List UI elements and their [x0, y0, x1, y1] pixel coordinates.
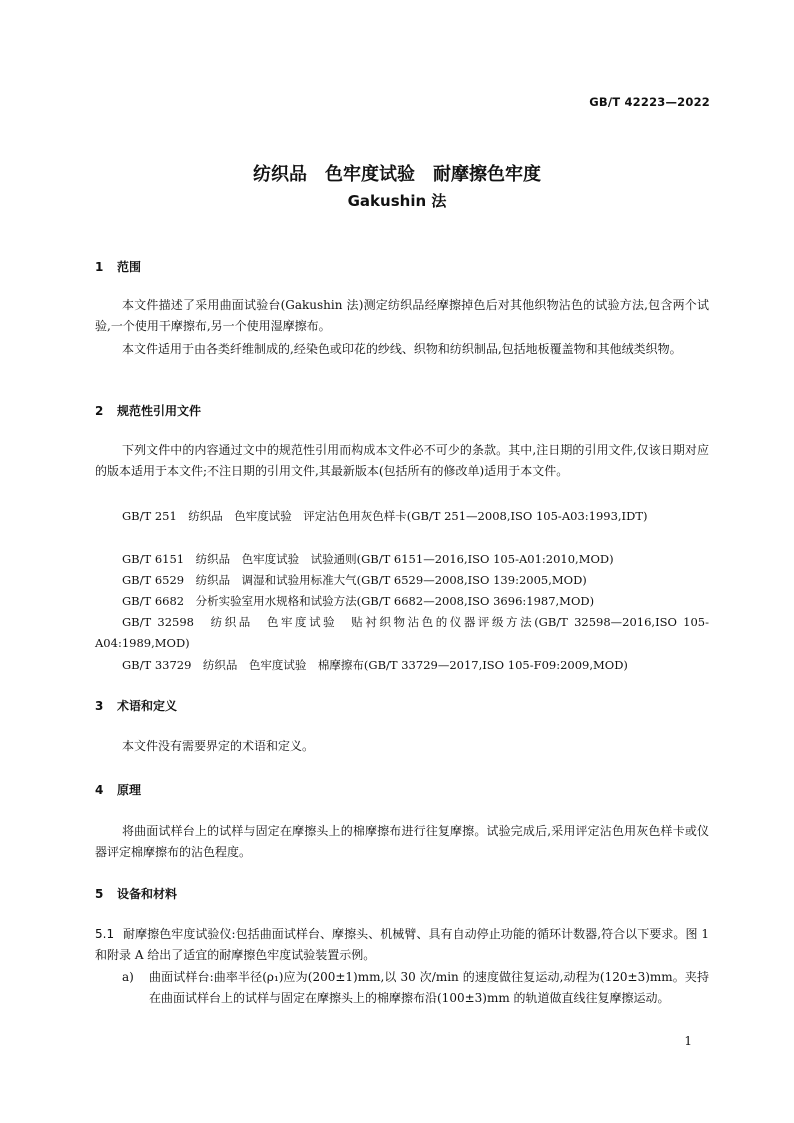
- list-item-text: 曲面试样台:曲率半径(ρ₁)应为(200±1)mm,以 30 次/min 的速度做往复运动,动程为(120±3)mm。夹持在曲面试样台上的试样与固定在摩擦头上的棉摩擦布沿(100±3)mm 的轨道做直线往复摩擦运动。: [149, 970, 709, 1005]
- section-number: 4: [95, 783, 104, 797]
- section-2-heading: [95, 403, 201, 419]
- scope-paragraph-1: 本文件描述了采用曲面试验台(Gakushin 法)测定纺织品经摩擦掉色后对其他织物沾色的试验方法,包含两个试验,一个使用干摩擦布,另一个使用湿摩擦布。: [95, 298, 709, 333]
- title-line-1: 纺织品 色牢度试验 耐摩擦色牢度: [253, 164, 541, 185]
- section-title: 术语和定义: [117, 699, 178, 713]
- principle-paragraph: 将曲面试样台上的试样与固定在摩擦头上的棉摩擦布进行往复摩擦。试验完成后,采用评定沾色用灰色样卡或仪器评定棉摩擦布的沾色程度。: [95, 824, 709, 859]
- reference-item: GB/T 6682 分析实验室用水规格和试验方法(GB/T 6682—2008,ISO 3696:1987,MOD): [122, 594, 595, 608]
- clause-text: 耐摩擦色牢度试验仪:包括曲面试样台、摩擦头、机械臂、具有自动停止功能的循环计数器,符合以下要求。图 1 和附录 A 给出了适宜的耐摩擦色牢度试验装置示例。: [95, 927, 709, 962]
- title-line-2: Gakushin 法: [347, 192, 447, 210]
- section-title: 规范性引用文件: [117, 404, 202, 418]
- section-number: 2: [95, 404, 104, 418]
- normative-intro: 下列文件中的内容通过文中的规范性引用而构成本文件必不可少的条款。其中,注日期的引用文件,仅该日期对应的版本适用于本文件;不注日期的引用文件,其最新版本(包括所有的修改单)适用于本文件。: [95, 443, 709, 478]
- reference-item: GB/T 6529 纺织品 调湿和试验用标准大气(GB/T 6529—2008,ISO 139:2005,MOD): [122, 573, 587, 587]
- reference-item: GB/T 33729 纺织品 色牢度试验 棉摩擦布(GB/T 33729—2017,ISO 105-F09:2009,MOD): [122, 658, 628, 672]
- terms-paragraph: 本文件没有需要界定的术语和定义。: [122, 739, 315, 753]
- clause-5-1: [95, 924, 709, 966]
- page-number: 1: [684, 1034, 692, 1048]
- document-title: [0, 162, 794, 212]
- standard-code: GB/T 42223—2022: [589, 95, 710, 109]
- reference-item: GB/T 32598 纺织品 色牢度试验 贴衬织物沾色的仪器评级方法(GB/T 32598—2016,ISO 105-A04:1989,MOD): [95, 615, 709, 650]
- section-number: 5: [95, 887, 104, 901]
- section-number: 3: [95, 699, 104, 713]
- reference-item: GB/T 251 纺织品 色牢度试验 评定沾色用灰色样卡(GB/T 251—2008,ISO 105-A03:1993,IDT): [122, 509, 648, 523]
- scope-paragraph-2: 本文件适用于由各类纤维制成的,经染色或印花的纱线、织物和纺织制品,包括地板覆盖物和其他绒类织物。: [122, 342, 682, 356]
- section-title: 原理: [117, 783, 142, 797]
- section-title: 范围: [117, 260, 142, 274]
- clause-number: 5.1: [95, 927, 115, 941]
- section-title: 设备和材料: [117, 887, 178, 901]
- reference-item: GB/T 6151 纺织品 色牢度试验 试验通则(GB/T 6151—2016,ISO 105-A01:2010,MOD): [122, 552, 614, 566]
- section-5-heading: [95, 886, 177, 902]
- section-4-heading: [95, 782, 141, 798]
- list-item-a: [122, 967, 709, 1009]
- section-number: 1: [95, 260, 104, 274]
- section-1-heading: [95, 259, 141, 275]
- section-3-heading: [95, 698, 177, 714]
- list-marker: a): [122, 970, 134, 984]
